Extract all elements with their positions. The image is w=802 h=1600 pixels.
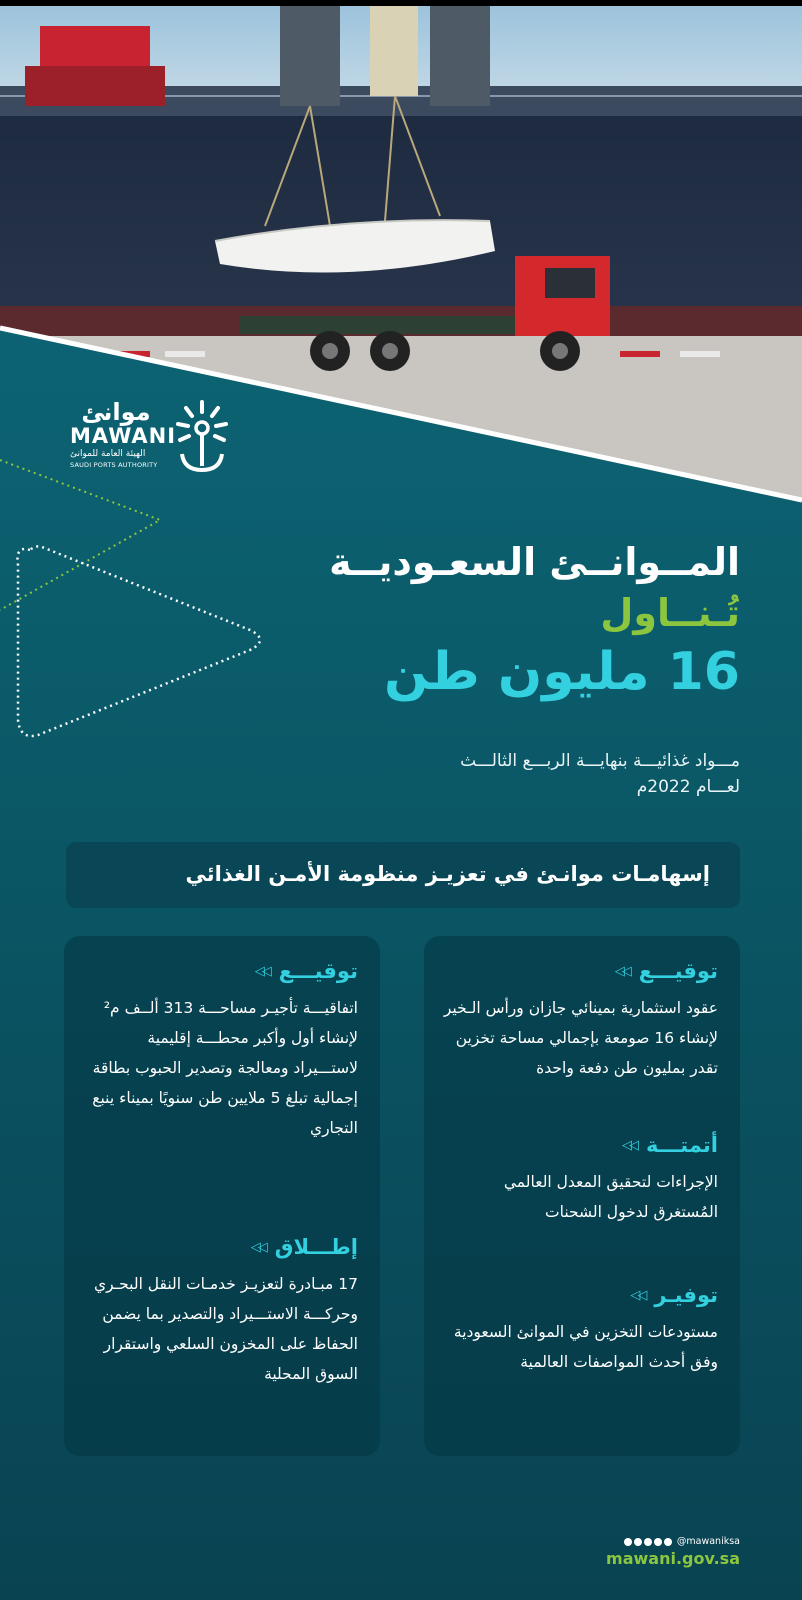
right-section-provision <box>438 1280 718 1377</box>
headline-saudi-ports: المــوانــئ السعـوديــة <box>329 540 740 584</box>
anchor-sun-icon <box>174 398 230 476</box>
headline-16-million-tons: 16 مليون طن <box>384 642 740 702</box>
double-chevron-left-icon: ◁◁ <box>254 964 269 979</box>
twitter-icon[interactable] <box>644 1538 652 1546</box>
logo-english-subtitle: SAUDI PORTS AUTHORITY <box>70 461 158 469</box>
subtitle-line-1: مـــواد غذائيـــة بنهايـــة الربـــع الثالـــث <box>460 751 740 771</box>
double-chevron-left-icon: ◁◁ <box>614 964 629 979</box>
section-title: توقيـــع <box>278 959 358 983</box>
section-body: مستودعات التخزين في الموانئ السعودية وفق أحدث المواصفات العالمية <box>453 1323 718 1371</box>
section-body: الإجراءات لتحقيق المعدل العالمي المُستغرق لدخول الشحنات <box>503 1173 718 1221</box>
section-body: عقود استثمارية بمينائي جازان ورأس الـخير لإنشاء 16 صومعة بإجمالي مساحة تخزين تقدر بمليون طن دفعة واحدة <box>443 999 718 1077</box>
decorative-dotted-triangle <box>0 450 280 750</box>
hero-headline <box>240 540 740 704</box>
left-section-launch <box>78 1232 358 1389</box>
logo-arabic-name: موانئ <box>81 398 151 426</box>
double-chevron-left-icon: ◁◁ <box>630 1288 645 1303</box>
section-body: اتفاقيـــة تأجيـر مساحـــة 313 ألــف م² لإنشاء أول وأكبر محطـــة إقليمية لاستـــيراد ومعالجة وتصدير الحبوب بطاقة إجمالية تبلغ 5 ملايين طن سنويًا بميناء ينبع التجاري <box>92 999 358 1137</box>
section-banner <box>66 842 740 908</box>
double-chevron-left-icon: ◁◁ <box>621 1138 636 1153</box>
section-body: 17 مبـادرة لتعزيـز خدمـات النقل البحـري وحركـــة الاستـــيراد والتصدير بما يضمن الحفاظ على المخزون السلعي واستقرار السوق المحلية <box>93 1275 358 1383</box>
hero-subtitle <box>340 748 740 800</box>
section-title: توفيـر <box>654 1283 718 1307</box>
section-title: إطـــلاق <box>274 1235 358 1259</box>
website-link[interactable]: mawani.gov.sa <box>606 1549 740 1568</box>
right-section-automation <box>438 1130 718 1227</box>
contributions-card-left <box>64 936 380 1456</box>
logo-english-name: MAWANI <box>70 424 177 448</box>
logo-arabic-subtitle: الهيئة العامة للموانئ <box>70 449 146 459</box>
instagram-icon[interactable] <box>634 1538 642 1546</box>
left-section-signing <box>78 956 358 1143</box>
social-handle[interactable]: @mawaniksa <box>676 1536 740 1547</box>
subtitle-line-2: لعـــام 2022م <box>636 777 740 797</box>
banner-title: إسهامـات موانـئ في تعزيـز منظومة الأمـن الغذائي <box>185 862 710 886</box>
social-links <box>540 1536 740 1547</box>
headline-handled: تُـنــاول <box>600 591 740 635</box>
linkedin-icon[interactable] <box>664 1538 672 1546</box>
top-edge <box>0 0 802 6</box>
snapchat-icon[interactable] <box>624 1538 632 1546</box>
footer <box>540 1536 740 1568</box>
section-title: توقيـــع <box>638 959 718 983</box>
right-section-signing <box>438 956 718 1083</box>
contributions-card-right <box>424 936 740 1456</box>
double-chevron-left-icon: ◁◁ <box>250 1240 265 1255</box>
mawani-logo <box>70 398 240 478</box>
section-title: أتمتـــة <box>645 1133 718 1157</box>
youtube-icon[interactable] <box>654 1538 662 1546</box>
